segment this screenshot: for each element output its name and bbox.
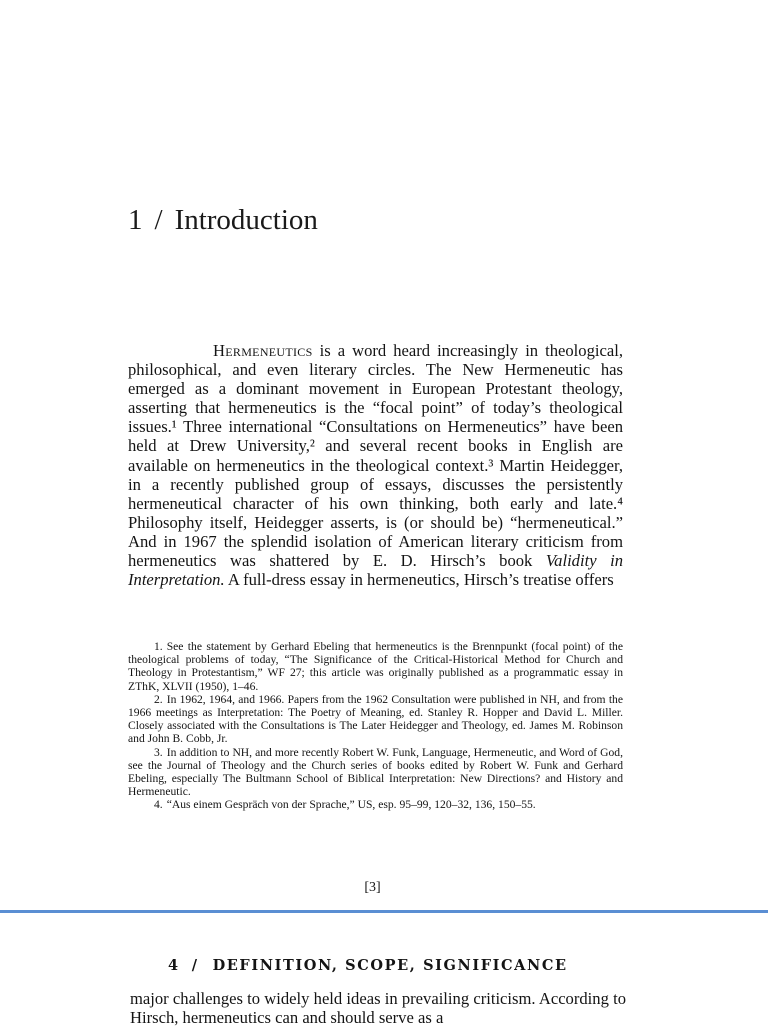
lead-word: Hermeneutics <box>213 341 313 360</box>
footnote-text: “Aus einem Gespräch von der Sprache,” US, esp. 95–99, 120–32, 136, 150–55. <box>166 798 536 812</box>
footnote-number: 3. <box>154 745 163 759</box>
running-head <box>168 957 568 974</box>
book-title: Validity in Interpretation. <box>128 551 623 590</box>
footnote-2 <box>128 693 623 746</box>
body-text-end: A full-dress essay in hermeneutics, Hirsch’s treatise offers <box>224 570 614 590</box>
page-number: [3] <box>364 880 381 895</box>
page-4 <box>0 913 768 1027</box>
footnote-1 <box>128 640 623 693</box>
footnote-number: 2. <box>154 692 163 706</box>
footnote-number: 4. <box>154 798 163 812</box>
footnote-text: See the statement by Gerhard Ebeling that hermeneutics is the Brennpunkt (focal point) of the theological problems of today, “The Significance of the Critical-Historical Method for Church and Theology in Protestantism,” WF 27; this article was originally published as a programmatic essay in ZThK, XLVII (1950), 1–46. <box>128 640 623 693</box>
chapter-number: 1 <box>128 204 143 236</box>
footnote-4 <box>128 798 623 811</box>
running-head-number: 4 <box>168 957 180 974</box>
footnote-text: In addition to NH, and more recently Robert W. Funk, Language, Hermeneutic, and Word of God, see the Journal of Theology and the Church series of books edited by Robert W. Funk and Gerhard Ebeling, especially The Bultmann School of Biblical Interpretation: New Directions? and History and Hermeneutic. <box>128 745 623 799</box>
footnote-3 <box>128 746 623 799</box>
next-page-body: major challenges to widely held ideas in prevailing criticism. According to Hirsch, hermeneutics can and should serve as a <box>130 989 626 1027</box>
footnote-text: In 1962, 1964, and 1966. Papers from the 1962 Consultation were published in NH, and from the 1966 meetings as Interpretation: The Poetry of Meaning, ed. Stanley R. Hopper and David L. Miller. Closely associated with the Consultations is The Later Heidegger and Theology, ed. James M. Robinson and John B. Cobb, Jr. <box>128 692 623 746</box>
chapter-title: Introduction <box>174 204 318 236</box>
chapter-separator: / <box>154 204 163 236</box>
running-head-separator: / <box>191 957 199 974</box>
footnote-number: 1. <box>154 640 163 653</box>
footnotes <box>128 640 623 812</box>
running-head-title: DEFINITION, SCOPE, SIGNIFICANCE <box>212 957 568 974</box>
body-paragraph <box>128 341 623 589</box>
body-text: is a word heard increasingly in theological, philosophical, and even literary circles. The New Hermeneutic has emerged as a dominant movement in European Protestant theology, asserting that hermeneutics is the “focal point” of today’s theological issues.¹ Three international “Consultations on Hermeneutics” have been held at Drew University,² and several recent books in English are available on hermeneutics in the theological context.³ Martin Heidegger, in a recently published group of essays, discusses the persistently hermeneutical character of his own thinking, both early and late.⁴ Philosophy itself, Heidegger asserts, is (or should be) “hermeneutical.” And in 1967 the splendid isolation of American literary criticism from hermeneutics was shattered by E. D. Hirsch’s book <box>128 341 623 571</box>
chapter-heading <box>128 202 318 238</box>
